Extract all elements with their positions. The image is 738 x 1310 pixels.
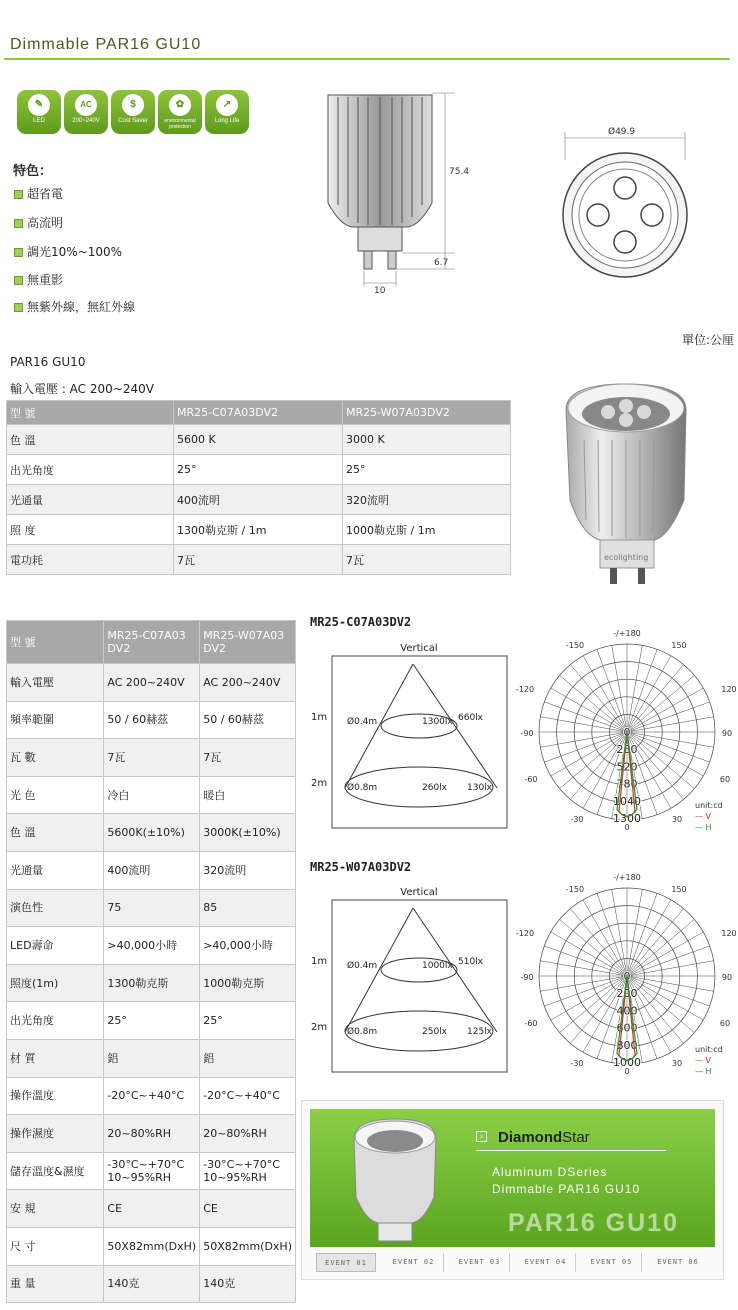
table-row: 輸入電壓 AC 200~240V AC 200~240V (7, 664, 296, 702)
table-row: 色 溫 5600K(±10%) 3000K(±10%) (7, 814, 296, 852)
spot-diameter-label: Ø0.4m (347, 717, 378, 727)
spot-diameter-label: Ø0.8m (347, 1027, 378, 1037)
polar-angle-label: -150 (565, 641, 585, 650)
feature-item: 調光10%~100% (14, 243, 122, 260)
polar-angle-label: 0 (624, 823, 630, 832)
table-row: 光通量 400流明 320流明 (7, 851, 296, 889)
banner-line-1: Aluminum DSeries (492, 1165, 608, 1179)
table-row: 操作濕度 20~80%RH 20~80%RH (7, 1115, 296, 1153)
table-row: 重 量 140克 140克 (7, 1265, 296, 1303)
page-title: Dimmable PAR16 GU10 (10, 36, 202, 53)
spec-table-summary (6, 400, 511, 575)
table-row: 安 規 CE CE (7, 1190, 296, 1228)
edge-lux-label: 130lx (467, 783, 493, 793)
table-header-row: 型 號 MR25-C07A03 DV2 MR25-W07A03 DV2 (7, 621, 296, 664)
spec-table-detail (6, 620, 296, 1303)
polar-angle-label: 60 (719, 775, 731, 784)
polar-angle-label: -120 (515, 685, 535, 694)
polar-radial-label: 1040 (613, 794, 641, 808)
spot-diameter-label: Ø0.4m (347, 961, 378, 971)
tab-event-01[interactable]: EVENT 01 (316, 1253, 376, 1272)
model-name: PAR16 GU10 (10, 355, 86, 369)
polar-angle-label: -60 (524, 1019, 538, 1028)
polar-angle-label: 30 (671, 815, 683, 824)
polar-radial-label: 600 (616, 1021, 638, 1035)
beam-chart-warm (307, 873, 737, 1080)
cone-title: Vertical (400, 887, 438, 898)
polar-angle-label: 90 (721, 729, 733, 738)
polar-angle-label: 90 (721, 973, 733, 982)
front-view-drawing (550, 120, 700, 290)
distance-label: 1m (311, 712, 328, 723)
table-row: 照度(1m) 1300勒克斯 1000勒克斯 (7, 964, 296, 1002)
led-icon: ✎ LED (17, 90, 61, 134)
legend-h: — H (695, 823, 712, 832)
table-row: 材 質 鋁 鋁 (7, 1039, 296, 1077)
bullet-icon (14, 248, 23, 257)
bullet-icon (14, 276, 23, 285)
polar-angle-label: -30 (570, 815, 584, 824)
feature-item: 無重影 (14, 271, 63, 288)
bullet-icon (14, 303, 23, 312)
polar-radial-label: 800 (616, 1038, 638, 1052)
polar-angle-label: -/+180 (613, 629, 641, 638)
long-life-icon: ↗ Long Life (205, 90, 249, 134)
distance-label: 2m (311, 1022, 328, 1033)
chevron-right-icon: › (476, 1131, 487, 1142)
edge-lux-label: 510lx (458, 957, 484, 967)
table-header-row: 型 號 MR25-C07A03DV2 MR25-W07A03DV2 (7, 401, 511, 425)
center-lux-label: 260lx (422, 783, 448, 793)
polar-angle-label: -60 (524, 775, 538, 784)
beam-chart-cool (307, 629, 737, 836)
bullet-icon (14, 219, 23, 228)
tab-event-03[interactable]: EVENT 03 (450, 1253, 510, 1272)
legend-v: — V (695, 812, 712, 821)
table-row: 頻率範圍 50 / 60赫茲 50 / 60赫茲 (7, 701, 296, 739)
table-row: LED壽命 >40,000小時 >40,000小時 (7, 927, 296, 965)
product-photo (560, 380, 695, 590)
table-row: 尺 寸 50X82mm(DxH) 50X82mm(DxH) (7, 1227, 296, 1265)
tab-event-05[interactable]: EVENT 05 (582, 1253, 642, 1272)
polar-angle-label: -30 (570, 1059, 584, 1068)
cone-panel (332, 900, 507, 1072)
table-row: 出光角度 25° 25° (7, 1002, 296, 1040)
polar-unit-label: unit:cd (695, 1045, 723, 1054)
ac-icon: AC 200~240V (64, 90, 108, 134)
table-row: 演色性 75 85 (7, 889, 296, 927)
table-row: 色 溫 5600 K 3000 K (7, 425, 511, 455)
banner-brand: DiamondStar (498, 1129, 590, 1146)
beam-chart-title: MR25-W07A03DV2 (310, 860, 412, 874)
table-row: 光 色 冷白 暖白 (7, 776, 296, 814)
center-lux-label: 1300lx (422, 717, 453, 727)
table-row: 電功耗 7瓦 7瓦 (7, 545, 511, 575)
pin-length-dimension: 6.7 (434, 258, 449, 268)
banner-line-2: Dimmable PAR16 GU10 (492, 1182, 641, 1196)
table-row: 儲存溫度&濕度 -30°C~+70°C 10~95%RH -30°C~+70°C 10~95%RH (7, 1152, 296, 1190)
tab-event-02[interactable]: EVENT 02 (384, 1253, 444, 1272)
distance-label: 1m (311, 956, 328, 967)
polar-radial-label: 520 (616, 760, 638, 774)
table-row: 瓦 數 7瓦 7瓦 (7, 739, 296, 777)
features-heading: 特色： (13, 164, 53, 179)
polar-radial-label: 260 (616, 743, 638, 757)
polar-angle-label: -90 (520, 729, 534, 738)
title-divider (4, 58, 730, 60)
edge-lux-label: 660lx (458, 713, 484, 723)
environment-icon: ✿ environmental protection (158, 90, 202, 134)
table-row: 出光角度 25° 25° (7, 455, 511, 485)
legend-v: — V (695, 1056, 712, 1065)
polar-angle-label: -150 (565, 885, 585, 894)
polar-angle-label: 150 (671, 885, 687, 894)
polar-unit-label: unit:cd (695, 801, 723, 810)
distance-label: 2m (311, 778, 328, 789)
tab-event-04[interactable]: EVENT 04 (516, 1253, 576, 1272)
polar-angle-label: 150 (671, 641, 687, 650)
polar-angle-label: 30 (671, 1059, 683, 1068)
spot-diameter-label: Ø0.8m (347, 783, 378, 793)
bullet-icon (14, 190, 23, 199)
beam-chart-title: MR25-C07A03DV2 (310, 615, 412, 629)
polar-angle-label: -120 (515, 929, 535, 938)
center-lux-label: 1000lx (422, 961, 453, 971)
pin-spacing-dimension: 10 (374, 286, 386, 296)
unit-label: 單位:公厘 (681, 333, 734, 347)
table-row: 操作溫度 -20°C~+40°C -20°C~+40°C (7, 1077, 296, 1115)
input-voltage: 輸入電壓 : AC 200~240V (10, 382, 154, 396)
polar-angle-label: 120 (721, 929, 737, 938)
edge-lux-label: 125lx (467, 1027, 493, 1037)
polar-radial-label: 0 (623, 726, 631, 739)
banner-divider (476, 1150, 666, 1151)
banner-image[interactable] (310, 1109, 715, 1247)
center-lux-label: 250lx (422, 1027, 448, 1037)
polar-angle-label: 120 (721, 685, 737, 694)
polar-angle-label: -/+180 (613, 873, 641, 882)
polar-radial-label: 0 (623, 970, 631, 983)
polar-angle-label: -90 (520, 973, 534, 982)
height-dimension: 75.4 (449, 167, 470, 177)
polar-radial-label: 400 (616, 1004, 638, 1018)
polar-angle-label: 60 (719, 1019, 731, 1028)
banner-lamp-photo (350, 1117, 440, 1247)
diameter-dimension: Ø49.9 (608, 127, 636, 137)
tab-event-06[interactable]: EVENT 06 (657, 1258, 699, 1266)
table-row: 光通量 400流明 320流明 (7, 485, 511, 515)
polar-radial-label: 1000 (613, 1056, 641, 1070)
side-view-drawing (320, 85, 480, 300)
feature-item: 超省電 (14, 185, 63, 202)
polar-radial-label: 780 (616, 777, 638, 791)
feature-item: 高流明 (14, 214, 63, 231)
table-row: 照 度 1300勒克斯 / 1m 1000勒克斯 / 1m (7, 515, 511, 545)
polar-angle-label: 0 (624, 1067, 630, 1076)
cost-saver-icon: $ Cost Saver (111, 90, 155, 134)
polar-radial-label: 1300 (613, 812, 641, 826)
polar-radial-label: 200 (616, 987, 638, 1001)
feature-item: 無紫外線，無紅外線 (14, 298, 135, 315)
promo-banner (301, 1100, 724, 1280)
cone-title: Vertical (400, 643, 438, 654)
cone-panel (332, 656, 507, 828)
product-brand-print: ecolighting (604, 553, 649, 562)
banner-headline: PAR16 GU10 (508, 1209, 679, 1237)
legend-h: — H (695, 1067, 712, 1076)
